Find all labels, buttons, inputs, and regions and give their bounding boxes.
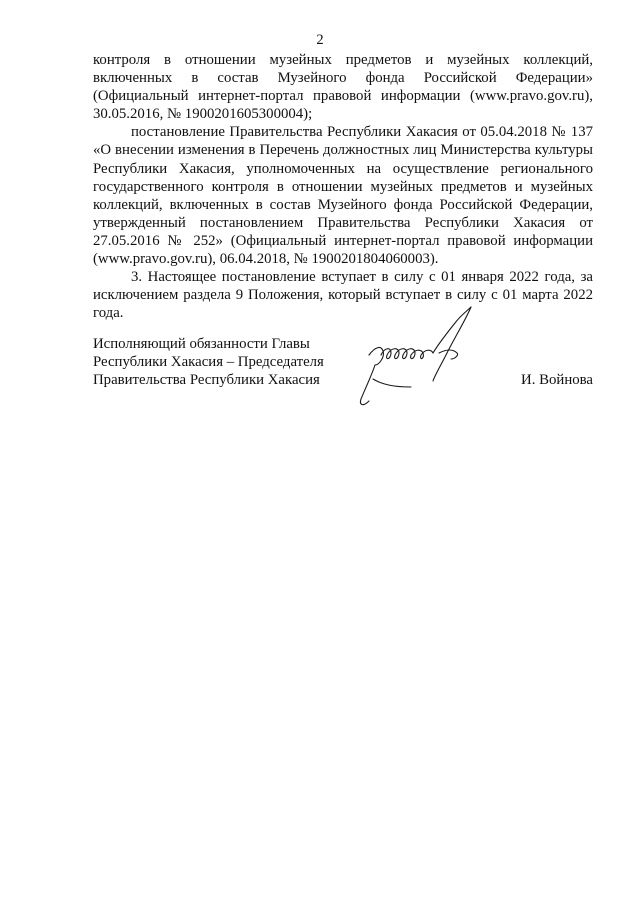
signatory-name: И. Войнова	[521, 372, 593, 388]
signatory-title-line: Исполняющий обязанности Главы	[93, 336, 310, 352]
document-body	[93, 51, 593, 322]
signatory-title-line: Республики Хакасия – Председателя	[93, 354, 324, 371]
signature-block	[93, 335, 593, 405]
page-number: 2	[316, 32, 324, 48]
paragraph-effective-date: 3. Настоящее постановление вступает в силу с 01 января 2022 года, за исключением раздела 9 Положения, который вступает в силу с 01 марта 2022 года.	[93, 269, 593, 322]
handwritten-signature	[355, 303, 515, 413]
signatory-title	[93, 335, 353, 389]
paragraph-continuation: контроля в отношении музейных предметов и музейных коллекций, включенных в состав Музейного фонда Российской Федерации» (Официальный интернет-портал правовой информации (www.pravo.gov.ru), 30.05.2016, № 1900201605300004);	[93, 52, 593, 123]
signatory-title-line: Правительства Республики Хакасия	[93, 372, 320, 389]
paragraph-resolution-137: постановление Правительства Республики Хакасия от 05.04.2018 № 137 «О внесении изменения в Перечень должностных лиц Министерства культуры Республики Хакасия, уполномоченных на осуществление регионального государственного контроля в отношении музейных предметов и музейных коллекций, включенных в состав Музейного фонда Российской Федерации, утвержденный постановлением Правительства Республики Хакасия от 27.05.2016 № 252» (Официальный интернет-портал правовой информации (www.pravo.gov.ru), 06.04.2018, № 1900201804060003).	[93, 124, 593, 268]
